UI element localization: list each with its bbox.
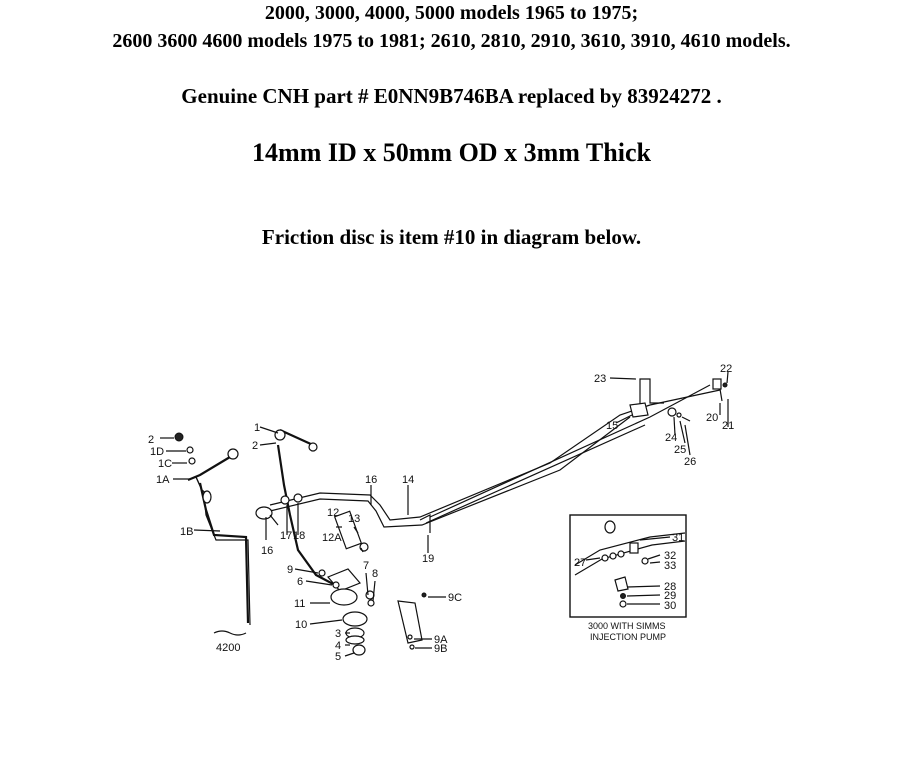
label-1c: 1C <box>158 458 173 470</box>
label-8: 8 <box>372 568 379 580</box>
label-5: 5 <box>335 651 342 663</box>
label-9b: 9B <box>434 643 448 655</box>
label-20: 20 <box>706 412 719 424</box>
label-28: 28 <box>664 581 677 593</box>
label-9: 9 <box>287 564 294 576</box>
models-line-1: 2000, 3000, 4000, 5000 models 1965 to 1975; <box>264 2 639 24</box>
label-29: 29 <box>664 590 677 602</box>
label-6: 6 <box>297 576 304 588</box>
label-10: 10 <box>295 619 308 631</box>
label-3: 3 <box>335 628 342 640</box>
label-14: 14 <box>402 474 415 486</box>
part-number: Genuine CNH part # E0NN9B746BA replaced by 83924272 . <box>181 84 722 108</box>
label-31: 31 <box>672 532 685 544</box>
label-16-left: 16 <box>261 545 274 557</box>
label-19: 19 <box>422 553 435 565</box>
label-27: 27 <box>574 557 587 569</box>
inset-caption-line-1: 3000 WITH SIMMS <box>588 621 666 631</box>
dimensions: 14mm ID x 50mm OD x 3mm Thick <box>252 138 651 167</box>
label-33: 33 <box>664 560 677 572</box>
label-15: 15 <box>606 420 619 432</box>
label-25: 25 <box>674 444 687 456</box>
label-22: 22 <box>720 363 733 375</box>
label-18: 18 <box>293 530 306 542</box>
label-12a: 12A <box>322 532 342 544</box>
label-13: 13 <box>348 513 361 525</box>
label-4: 4 <box>335 640 342 652</box>
label-32: 32 <box>664 550 677 562</box>
label-2-rod: 2 <box>252 440 259 452</box>
label-21: 21 <box>722 420 735 432</box>
label-12: 12 <box>327 507 340 519</box>
label-1d: 1D <box>150 446 165 458</box>
label-1b: 1B <box>180 526 194 538</box>
label-2-left: 2 <box>148 434 155 446</box>
label-4200: 4200 <box>216 642 241 654</box>
label-11: 11 <box>294 598 306 610</box>
label-23: 23 <box>594 373 607 385</box>
inset-caption-line-2: INJECTION PUMP <box>590 632 667 642</box>
throttle-linkage-diagram <box>130 355 760 665</box>
label-1: 1 <box>254 422 261 434</box>
label-24: 24 <box>665 432 678 444</box>
cable-rods <box>256 379 720 533</box>
label-26: 26 <box>684 456 697 468</box>
label-30: 30 <box>664 600 677 612</box>
label-1a: 1A <box>156 474 170 486</box>
models-line-2: 2600 3600 4600 models 1975 to 1981; 2610, 2810, 2910, 3610, 3910, 4610 models. <box>112 30 791 52</box>
label-9c: 9C <box>448 592 463 604</box>
label-17: 17 <box>280 530 293 542</box>
label-7: 7 <box>363 560 370 572</box>
label-16-mid: 16 <box>365 474 378 486</box>
label-9a: 9A <box>434 634 448 646</box>
diagram-note: Friction disc is item #10 in diagram below. <box>261 225 642 249</box>
